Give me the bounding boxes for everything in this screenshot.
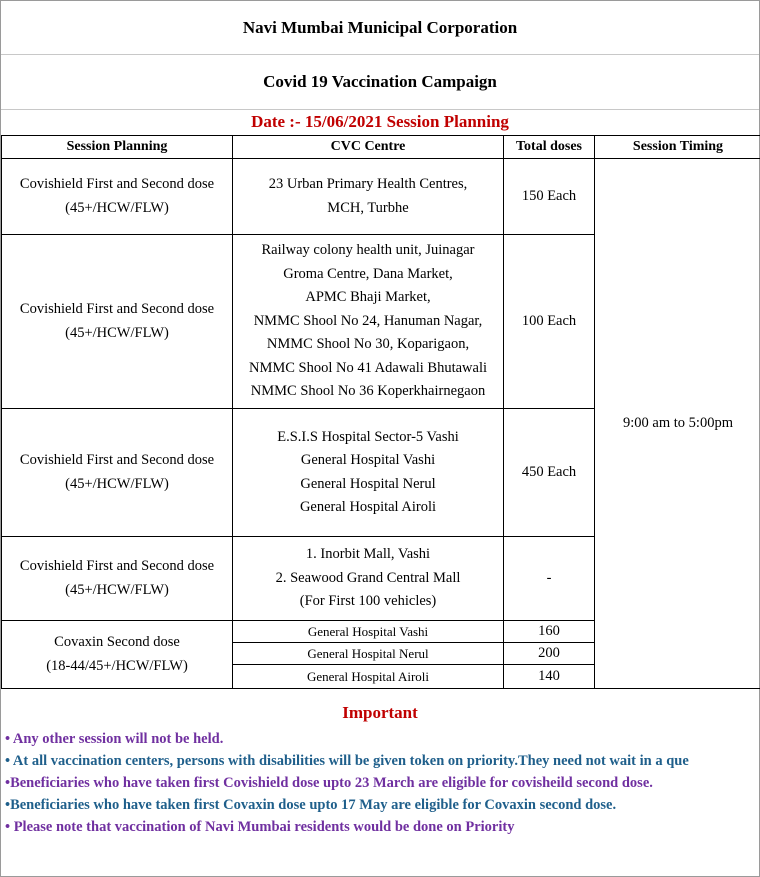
table-header-row (2, 136, 760, 159)
doses-cell: 100 Each (504, 235, 595, 409)
note-item: •Beneficiaries who have taken first Covishield dose upto 23 March are eligible for covisheild second dose. (5, 775, 653, 791)
centre-cell: E.S.I.S Hospital Sector-5 Vashi General Hospital Vashi General Hospital Nerul General Hospital Airoli (233, 409, 504, 537)
session-cell: Covishield First and Second dose (45+/HCW/FLW) (2, 159, 233, 235)
doses-cell: 200 (504, 643, 595, 665)
session-table (1, 135, 760, 689)
centre-cell: General Hospital Airoli (233, 665, 504, 689)
session-cell: Covishield First and Second dose (45+/HCW/FLW) (2, 235, 233, 409)
doses-cell: - (504, 537, 595, 621)
col-cvc-centre: CVC Centre (233, 136, 504, 159)
centre-cell: Railway colony health unit, Juinagar Groma Centre, Dana Market, APMC Bhaji Market, NMMC Shool No 24, Hanuman Nagar, NMMC Shool No 30, Koparigaon, NMMC Shool No 41 Adawali Bhutawali NMMC Shool No 36 Koperkhairnegaon (233, 235, 504, 409)
centre-cell: General Hospital Vashi (233, 621, 504, 643)
note-item: • At all vaccination centers, persons with disabilities will be given token on priority.They need not wait in a que (5, 753, 689, 769)
centre-cell: 1. Inorbit Mall, Vashi 2. Seawood Grand Central Mall (For First 100 vehicles) (233, 537, 504, 621)
doses-cell: 150 Each (504, 159, 595, 235)
session-timing-cell: 9:00 am to 5:00pm (595, 159, 760, 689)
centre-cell: 23 Urban Primary Health Centres, MCH, Turbhe (233, 159, 504, 235)
important-title: Important (342, 703, 418, 722)
session-cell: Covishield First and Second dose (45+/HCW/FLW) (2, 537, 233, 621)
important-section (1, 698, 759, 838)
note-item: •Beneficiaries who have taken first Covaxin dose upto 17 May are eligible for Covaxin second dose. (5, 797, 617, 813)
centre-cell: General Hospital Nerul (233, 643, 504, 665)
col-session-timing: Session Timing (595, 136, 760, 159)
doses-cell: 140 (504, 665, 595, 689)
campaign-title: Covid 19 Vaccination Campaign (1, 55, 759, 110)
org-title: Navi Mumbai Municipal Corporation (1, 1, 759, 55)
note-item: • Please note that vaccination of Navi Mumbai residents would be done on Priority (5, 819, 515, 835)
doses-cell: 450 Each (504, 409, 595, 537)
date-line: Date :- 15/06/2021 Session Planning (251, 112, 509, 131)
note-item: • Any other session will not be held. (5, 731, 224, 747)
table-row (2, 159, 760, 235)
session-cell: Covishield First and Second dose (45+/HCW/FLW) (2, 409, 233, 537)
col-session-planning: Session Planning (2, 136, 233, 159)
doses-cell: 160 (504, 621, 595, 643)
col-total-doses: Total doses (504, 136, 595, 159)
session-cell: Covaxin Second dose (18-44/45+/HCW/FLW) (2, 621, 233, 689)
